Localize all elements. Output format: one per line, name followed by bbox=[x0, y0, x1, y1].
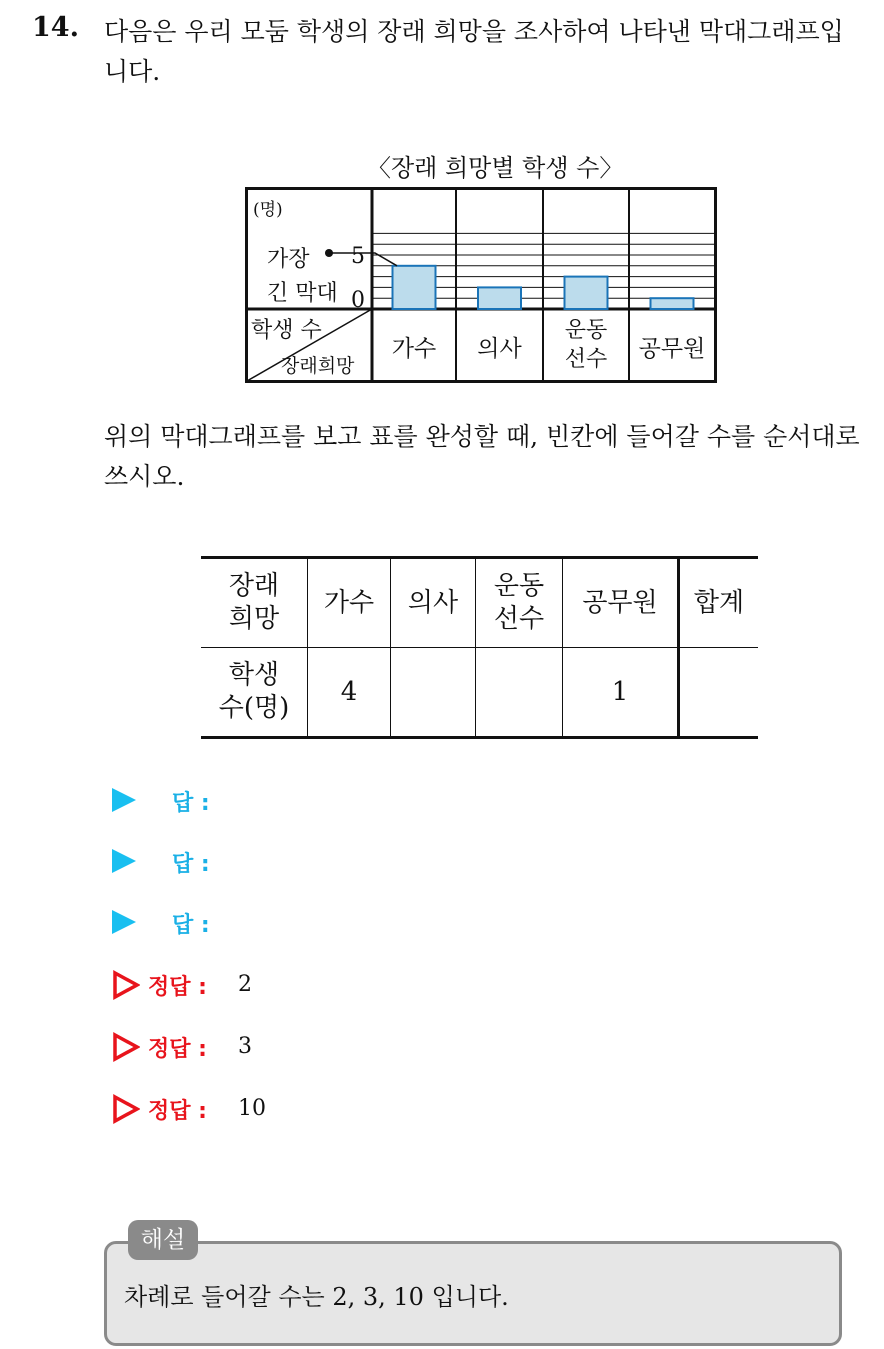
table-cell-header-4 bbox=[563, 558, 679, 648]
outline-triangle-icon bbox=[112, 970, 140, 1000]
bar-2 bbox=[565, 277, 608, 309]
y-tick-label: 0 bbox=[351, 288, 365, 313]
y-tick-label: 5 bbox=[351, 244, 365, 269]
cell-text: 운동 선수 bbox=[493, 571, 545, 634]
annotation-label: 가장 bbox=[267, 247, 310, 272]
bar-chart bbox=[245, 187, 717, 383]
cell-text: 1 bbox=[611, 676, 629, 707]
question-text: 다음은 우리 모둠 학생의 장래 희망을 조사하여 나타낸 막대그래프입니다. bbox=[104, 17, 844, 86]
table-cell-1 bbox=[308, 648, 391, 738]
table-cell-0 bbox=[201, 648, 308, 738]
table-cell-4 bbox=[563, 648, 679, 738]
bar-1 bbox=[478, 287, 521, 309]
table-cell-2[interactable] bbox=[391, 648, 476, 738]
explanation-tag: 해설 bbox=[128, 1220, 198, 1260]
table-cell-header-0 bbox=[201, 558, 308, 648]
category-label-3: 공무원 bbox=[638, 336, 706, 362]
bar-0 bbox=[393, 266, 436, 309]
play-arrow-icon bbox=[112, 788, 136, 812]
category-label-0: 가수 bbox=[391, 336, 437, 362]
cell-text: 가수 bbox=[323, 587, 375, 618]
category-label-2: 선수 bbox=[564, 347, 608, 372]
correct-label: 정답 : bbox=[148, 975, 207, 1000]
cell-text: 학생 수(명) bbox=[218, 660, 290, 723]
y-unit-label: (명) bbox=[253, 200, 283, 220]
answer-label: 답 : bbox=[172, 791, 210, 816]
instruction-text: 위의 막대그래프를 보고 표를 완성할 때, 빈칸에 들어갈 수를 순서대로 쓰시오. bbox=[104, 422, 860, 491]
cell-text: 장래 희망 bbox=[228, 571, 280, 634]
correct-value: 10 bbox=[238, 1096, 266, 1121]
cell-text: 공무원 bbox=[582, 587, 658, 618]
correct-value: 3 bbox=[238, 1034, 252, 1059]
correct-label: 정답 : bbox=[148, 1037, 207, 1062]
cell-text: 4 bbox=[340, 676, 358, 707]
category-label-1: 의사 bbox=[477, 336, 522, 362]
cell-text: 합계 bbox=[693, 587, 745, 618]
annotation-label: 긴 막대 bbox=[267, 281, 338, 306]
bar-3 bbox=[651, 298, 694, 309]
corner-header-top: 학생 수 bbox=[251, 318, 322, 343]
correct-label: 정답 : bbox=[148, 1099, 207, 1124]
table-cell-header-3 bbox=[476, 558, 563, 648]
table-cell-header-5 bbox=[679, 558, 759, 648]
play-arrow-icon bbox=[112, 910, 136, 934]
table-header-row bbox=[201, 558, 758, 648]
table-cell-header-1 bbox=[308, 558, 391, 648]
outline-triangle-icon bbox=[112, 1032, 140, 1062]
outline-triangle-icon bbox=[112, 1094, 140, 1124]
cell-text: 의사 bbox=[407, 587, 459, 618]
play-arrow-icon bbox=[112, 849, 136, 873]
explanation-text: 차례로 들어갈 수는 2, 3, 10 입니다. bbox=[124, 1283, 509, 1311]
answer-label: 답 : bbox=[172, 913, 210, 938]
answer-label: 답 : bbox=[172, 852, 210, 877]
chart-title: 〈장래 희망별 학생 수〉 bbox=[367, 154, 624, 182]
question-number: 14. bbox=[32, 12, 79, 43]
table-cell-5[interactable] bbox=[679, 648, 759, 738]
data-table bbox=[201, 556, 758, 739]
table-cell-3[interactable] bbox=[476, 648, 563, 738]
corner-header-bottom: 장래희망 bbox=[281, 355, 355, 377]
table-row bbox=[201, 648, 758, 738]
correct-value: 2 bbox=[238, 972, 252, 997]
category-label-2: 운동 bbox=[564, 318, 608, 343]
table-cell-header-2 bbox=[391, 558, 476, 648]
